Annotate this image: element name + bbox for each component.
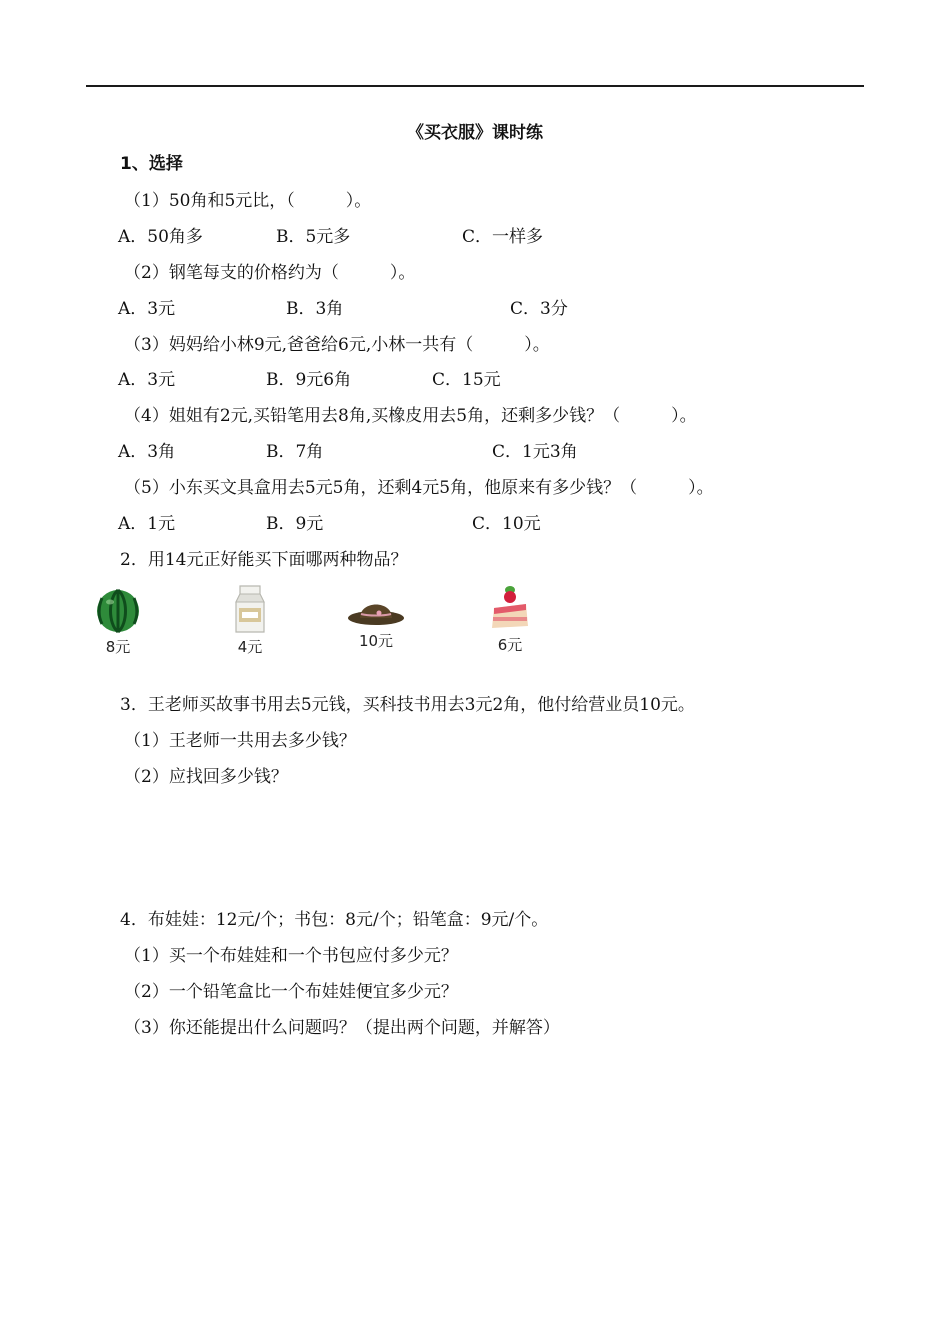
q4-option-b: B．7角: [266, 442, 324, 462]
item-cake: [480, 582, 540, 655]
section4-sub-1: （1）买一个布娃娃和一个书包应付多少元？: [124, 946, 458, 966]
section3-sub-1: （1）王老师一共用去多少钱？: [124, 731, 356, 751]
q1-stem: （1）50角和5元比，（ ）。: [124, 191, 372, 211]
q4-option-a: A．3角: [118, 442, 176, 462]
section3-heading: 3．王老师买故事书用去5元钱，买科技书用去3元2角，他付给营业员10元。: [120, 695, 695, 715]
hat-icon: [346, 594, 406, 628]
q4-stem: （4）姐姐有2元,买铅笔用去8角,买橡皮用去5角，还剩多少钱？（ ）。: [124, 406, 697, 426]
item-price: 10元: [358, 632, 394, 650]
header-rule: [86, 85, 864, 87]
watermelon-icon: [95, 588, 141, 634]
q1-option-a: A．50角多: [118, 227, 203, 247]
item-price: 8元: [105, 638, 131, 656]
section2-heading: 2．用14元正好能买下面哪两种物品？: [120, 550, 408, 570]
q2-option-b: B．3角: [286, 299, 344, 319]
section3-sub-2: （2）应找回多少钱？: [124, 767, 288, 787]
q5-stem: （5）小东买文具盒用去5元5角，还剩4元5角，他原来有多少钱？（ ）。: [124, 478, 714, 498]
q3-option-c: C．15元: [432, 370, 501, 390]
item-watermelon: [88, 588, 148, 657]
section4-sub-3: （3）你还能提出什么问题吗？（提出两个问题，并解答）: [124, 1018, 560, 1038]
q1-option-c: C．一样多: [462, 227, 544, 247]
q2-stem: （2）钢笔每支的价格约为（ ）。: [124, 263, 416, 283]
q3-stem: （3）妈妈给小林9元,爸爸给6元,小林一共有（ ）。: [124, 335, 550, 355]
q2-option-a: A．3元: [118, 299, 176, 319]
q2-option-c: C．3分: [510, 299, 568, 319]
item-milk-carton: [220, 584, 280, 657]
q4-option-c: C．1元3角: [492, 442, 578, 462]
page-title: 《买衣服》课时练: [407, 123, 543, 143]
item-price: 4元: [237, 638, 263, 656]
q3-option-a: A．3元: [118, 370, 176, 390]
q5-option-a: A．1元: [118, 514, 176, 534]
milk-carton-icon: [234, 584, 266, 634]
q3-option-b: B．9元6角: [266, 370, 352, 390]
q1-option-b: B．5元多: [276, 227, 351, 247]
item-price: 6元: [497, 636, 523, 654]
q5-option-c: C．10元: [472, 514, 541, 534]
cake-icon: [488, 582, 532, 632]
item-hat: [346, 594, 406, 651]
section1-heading: 1、选择: [120, 154, 183, 174]
section4-sub-2: （2）一个铅笔盒比一个布娃娃便宜多少元？: [124, 982, 458, 1002]
q5-option-b: B．9元: [266, 514, 324, 534]
section4-heading: 4．布娃娃：12元/个；书包：8元/个；铅笔盒：9元/个。: [120, 910, 549, 930]
